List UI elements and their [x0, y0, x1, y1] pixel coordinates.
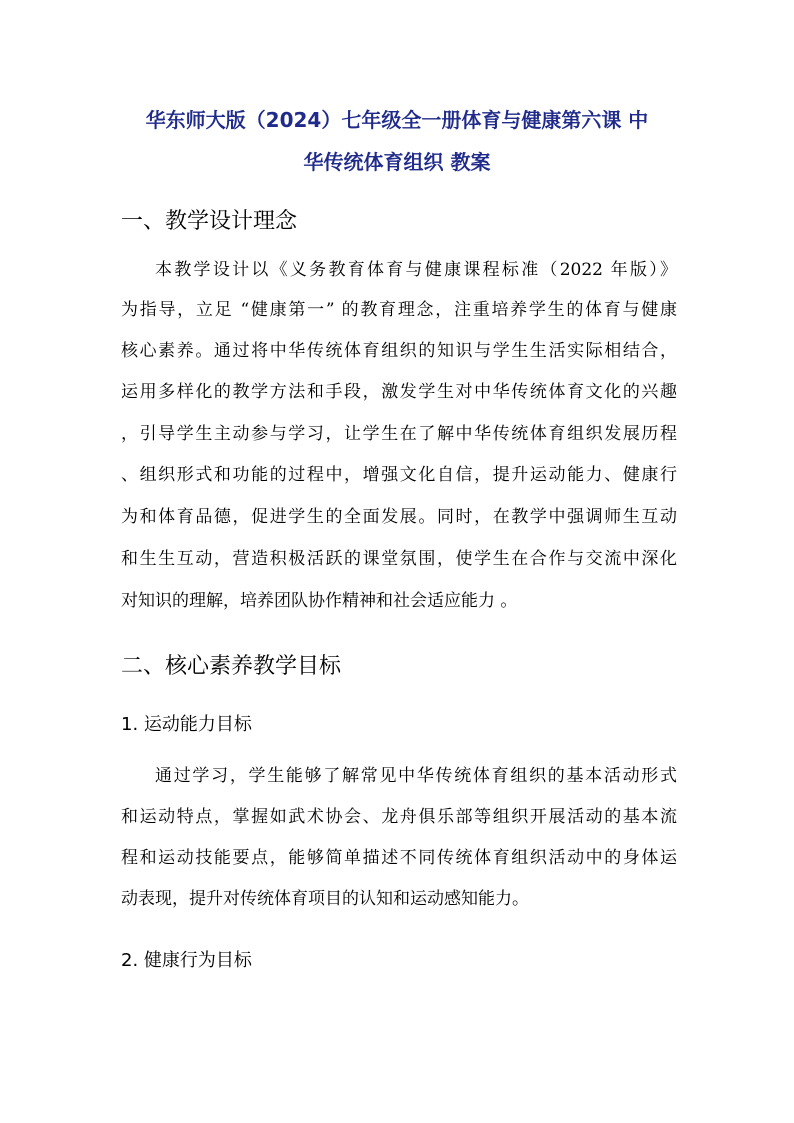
document-title-line-2: 华传统体育组织 教案: [303, 150, 491, 174]
paragraph-line: 程和运动技能要点，能够简单描述不同传统体育组织活动中的身体运: [121, 848, 677, 868]
paragraph-line: 、组织形式和功能的过程中，增强文化自信，提升运动能力、健康行: [121, 465, 677, 485]
section-heading-design-concept: 一、教学设计理念: [121, 209, 298, 234]
paragraph-line: 动表现，提升对传统体育项目的认知和运动感知能力。: [121, 889, 529, 909]
document-title-line-1: 华东师大版（2024）七年级全一册体育与健康第六课 中: [145, 108, 649, 132]
paragraph-line: 为指导，立足 “健康第一” 的教育理念，注重培养学生的体育与健康: [121, 300, 677, 320]
paragraph-line: ，引导学生主动参与学习，让学生在了解中华传统体育组织发展历程: [121, 424, 677, 444]
paragraph-line: 对知识的理解，培养团队协作精神和社会适应能力 。: [121, 591, 518, 611]
subsection-heading-motor-ability: 1. 运动能力目标: [121, 714, 252, 735]
paragraph-line: 和运动特点，掌握如武术协会、龙舟俱乐部等组织开展活动的基本流: [121, 807, 677, 827]
paragraph-line: 核心素养。通过将中华传统体育组织的知识与学生生活实际相结合，: [121, 341, 677, 361]
paragraph-line: 为和体育品德，促进学生的全面发展。同时，在教学中强调师生互动: [121, 507, 677, 527]
paragraph-line: 运用多样化的教学方法和手段，激发学生对中华传统体育文化的兴趣: [121, 382, 677, 402]
subsection-heading-health-behavior: 2. 健康行为目标: [121, 950, 252, 971]
section-heading-core-objectives: 二、核心素养教学目标: [121, 654, 342, 679]
paragraph-line: 本教学设计以《义务教育体育与健康课程标准（2022 年版）》: [155, 260, 677, 280]
paragraph-line: 和生生互动，营造积极活跃的课堂氛围，使学生在合作与交流中深化: [121, 549, 677, 569]
paragraph-line: 通过学习，学生能够了解常见中华传统体育组织的基本活动形式: [155, 766, 677, 786]
